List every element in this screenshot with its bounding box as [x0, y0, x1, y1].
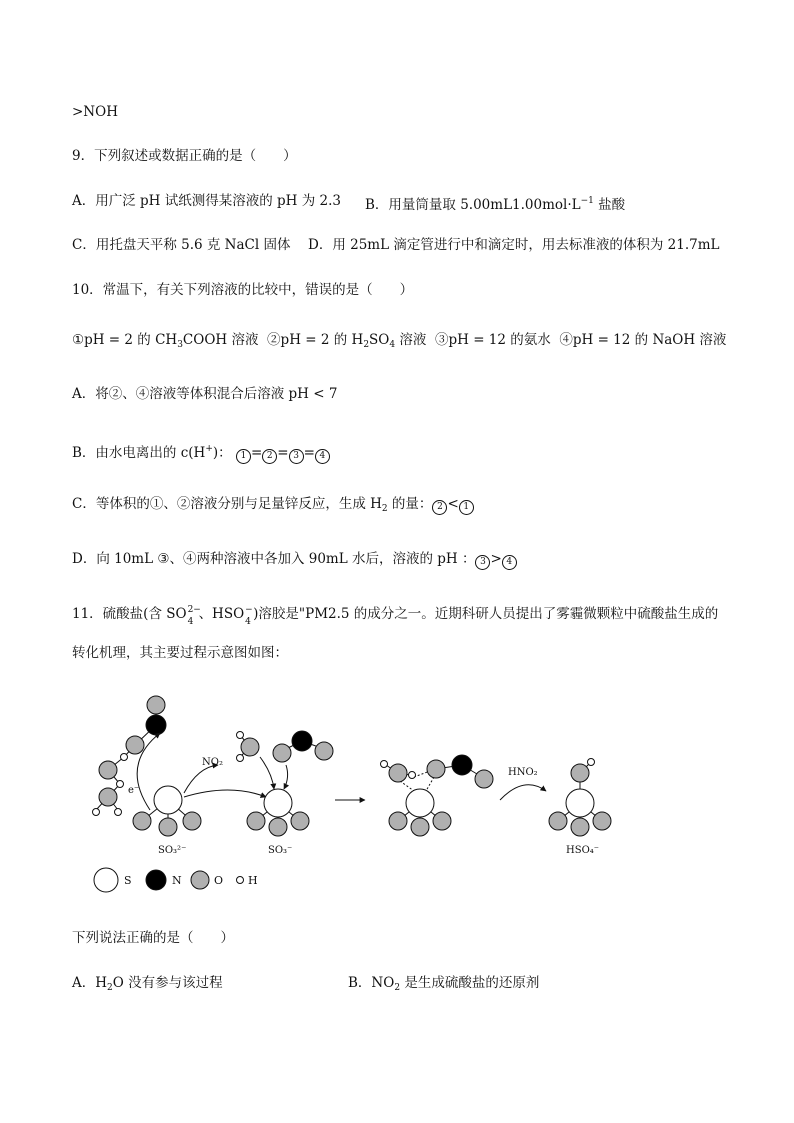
label-so3-2minus: SO₃²⁻ — [158, 845, 187, 856]
hso4-subscript: 4 — [245, 617, 251, 627]
oxygen-atom — [427, 760, 445, 778]
oxygen-atom — [315, 742, 333, 760]
q10-c-sub: 2 — [381, 504, 388, 514]
so4-subscript: 4 — [187, 617, 194, 627]
sulfur-atom — [406, 789, 434, 817]
oxygen-atom — [133, 812, 151, 830]
sulfur-atom — [566, 789, 594, 817]
q11-a-sub: 2 — [107, 983, 113, 993]
q11-b-sub: 2 — [394, 983, 401, 993]
hydrogen-atom — [117, 781, 124, 788]
oxygen-atom — [99, 761, 117, 779]
circled-4: 4 — [315, 449, 330, 464]
sulfur-atom — [154, 786, 182, 814]
oxygen-atom — [571, 818, 589, 836]
q11-stem-line1 — [72, 604, 719, 627]
oxygen-atom — [147, 696, 165, 714]
oxygen-atom — [247, 812, 265, 830]
hydrogen-atom — [121, 754, 128, 761]
eq: = — [250, 445, 263, 461]
q11-b-post: 是生成硫酸盐的还原剂 — [400, 975, 540, 991]
gt: > — [490, 551, 502, 567]
q10-b-pre: B．由水电离出的 c — [72, 445, 189, 461]
circled-1: 1 — [459, 500, 474, 515]
lt: < — [447, 496, 459, 512]
hydrogen-atom — [115, 809, 122, 816]
q10-stem: 10．常温下，有关下列溶液的比较中，错误的是（ ） — [72, 282, 414, 298]
oxygen-atom — [126, 736, 144, 754]
q10-option-b — [72, 439, 330, 464]
legend-h-label: H — [248, 874, 258, 887]
q10-b-close: )： — [212, 445, 232, 461]
label-no2: NO₂ — [202, 757, 223, 768]
q9-option-a: A．用广泛 pH 试纸测得某溶液的 pH 为 2.3 — [72, 193, 342, 209]
label-hno2: HNO₂ — [508, 767, 538, 778]
mechanism-figure — [80, 685, 640, 900]
q10-sol1-sub: 3 — [177, 340, 183, 350]
label-hso4-minus: HSO₄⁻ — [566, 845, 600, 856]
oxygen-atom — [183, 812, 201, 830]
q11-a-pre: A．H — [72, 975, 108, 991]
legend-nitrogen-atom — [146, 870, 166, 890]
q11-stem-pre: 11．硫酸盐(含 SO — [72, 606, 187, 622]
legend-o-label: O — [214, 874, 224, 887]
eq: = — [303, 445, 315, 461]
label-so3-minus: SO₃⁻ — [268, 845, 293, 856]
legend-n-label: N — [172, 874, 182, 887]
q9-stem: 9．下列叙述或数据正确的是（ ） — [72, 148, 297, 164]
q11-b-pre: B．NO — [348, 975, 395, 991]
q10-d-pre: D．向 10mL ③、④两种溶液中各加入 90mL 水后，溶液的 pH ： — [72, 551, 476, 567]
circled-2: 2 — [432, 500, 447, 515]
circled-4: 4 — [502, 555, 517, 570]
oxygen-atom — [593, 812, 611, 830]
q10-c-pre: C．等体积的①、②溶液分别与足量锌反应，生成 H — [72, 496, 382, 512]
nitrogen-atom — [146, 715, 166, 735]
hso4-charge: − — [245, 605, 253, 615]
q9-b-sup: −1 — [580, 196, 594, 206]
q10-sol2: ②pH = 2 的 H — [267, 332, 364, 348]
eq: = — [277, 445, 289, 461]
circled-3: 3 — [475, 555, 490, 570]
q11-a-post: O 没有参与该过程 — [112, 975, 223, 991]
oxygen-atom — [273, 744, 291, 762]
q10-sol3: ③pH = 12 的氨水 — [435, 332, 551, 348]
legend-oxygen-atom — [191, 871, 209, 889]
hydrogen-atom — [588, 759, 595, 766]
legend-s-label: S — [124, 874, 132, 887]
q11-ask: 下列说法正确的是（ ） — [72, 930, 234, 946]
q10-c-mid: 的量： — [387, 496, 433, 512]
so4-charge: 2− — [187, 605, 201, 615]
q11-option-b — [348, 973, 539, 998]
oxygen-atom — [159, 818, 177, 836]
q10-option-c — [72, 494, 474, 519]
legend-sulfur-atom — [94, 868, 118, 892]
oxygen-atom — [571, 764, 589, 782]
hydrogen-atom — [381, 761, 388, 768]
oxygen-atom — [291, 812, 309, 830]
oxygen-atom — [549, 812, 567, 830]
q10-sol2-mid: SO — [369, 332, 390, 348]
q11-stem-post: )溶胶是"PM2.5 的成分之一。近期科研人员提出了雾霾微颗粒中硫酸盐生成的 — [253, 606, 719, 622]
oxygen-atom — [269, 818, 287, 836]
q9-option-b — [365, 191, 625, 215]
label-electron: e⁻ — [128, 785, 140, 796]
q10-b-ion: (H — [188, 445, 206, 461]
oxygen-atom — [389, 764, 407, 782]
hydrogen-atom — [237, 755, 244, 762]
header-fragment: >NOH — [72, 104, 118, 120]
hydrogen-atom — [237, 732, 244, 739]
q11-option-a — [72, 973, 223, 998]
circled-1: 1 — [236, 449, 251, 464]
q10-option-d — [72, 549, 517, 570]
q11-stem-mid: 、HSO — [198, 606, 245, 622]
oxygen-atom — [475, 770, 493, 788]
q10-solutions — [72, 330, 726, 355]
q9-b-post: 盐酸 — [593, 197, 626, 213]
q10-sol1-post: COOH 溶液 — [182, 332, 259, 348]
oxygen-atom — [241, 738, 259, 756]
oxygen-atom — [433, 812, 451, 830]
circled-2: 2 — [262, 449, 277, 464]
nitrogen-atom — [452, 755, 472, 775]
nitrogen-atom — [292, 731, 312, 751]
sulfur-atom — [264, 789, 292, 817]
oxygen-atom — [99, 788, 117, 806]
hydrogen-atom — [93, 809, 100, 816]
q10-sol2-post: 溶液 — [395, 332, 427, 348]
q10-b-sup: + — [205, 444, 213, 454]
q10-sol2-sub2: 4 — [389, 340, 396, 350]
hydrogen-atom — [409, 772, 416, 779]
q10-sol4: ④pH = 12 的 NaOH 溶液 — [559, 332, 727, 348]
q9-option-d: D．用 25mL 滴定管进行中和滴定时，用去标准液的体积为 21.7mL — [308, 237, 720, 253]
q10-option-a: A．将②、④溶液等体积混合后溶液 pH < 7 — [72, 386, 338, 402]
oxygen-atom — [389, 812, 407, 830]
q10-sol2-sub1: 2 — [363, 340, 370, 350]
legend-hydrogen-atom — [237, 877, 244, 884]
q9-option-c: C．用托盘天平称 5.6 克 NaCl 固体 — [72, 237, 291, 253]
oxygen-atom — [411, 818, 429, 836]
q9-b-text: B．用量筒量取 5.00mL1.00mol·L — [365, 197, 581, 213]
circled-3: 3 — [289, 449, 304, 464]
q10-sol1: ①pH = 2 的 CH — [72, 332, 178, 348]
q11-stem-line2: 转化机理，其主要过程示意图如图： — [72, 645, 288, 661]
